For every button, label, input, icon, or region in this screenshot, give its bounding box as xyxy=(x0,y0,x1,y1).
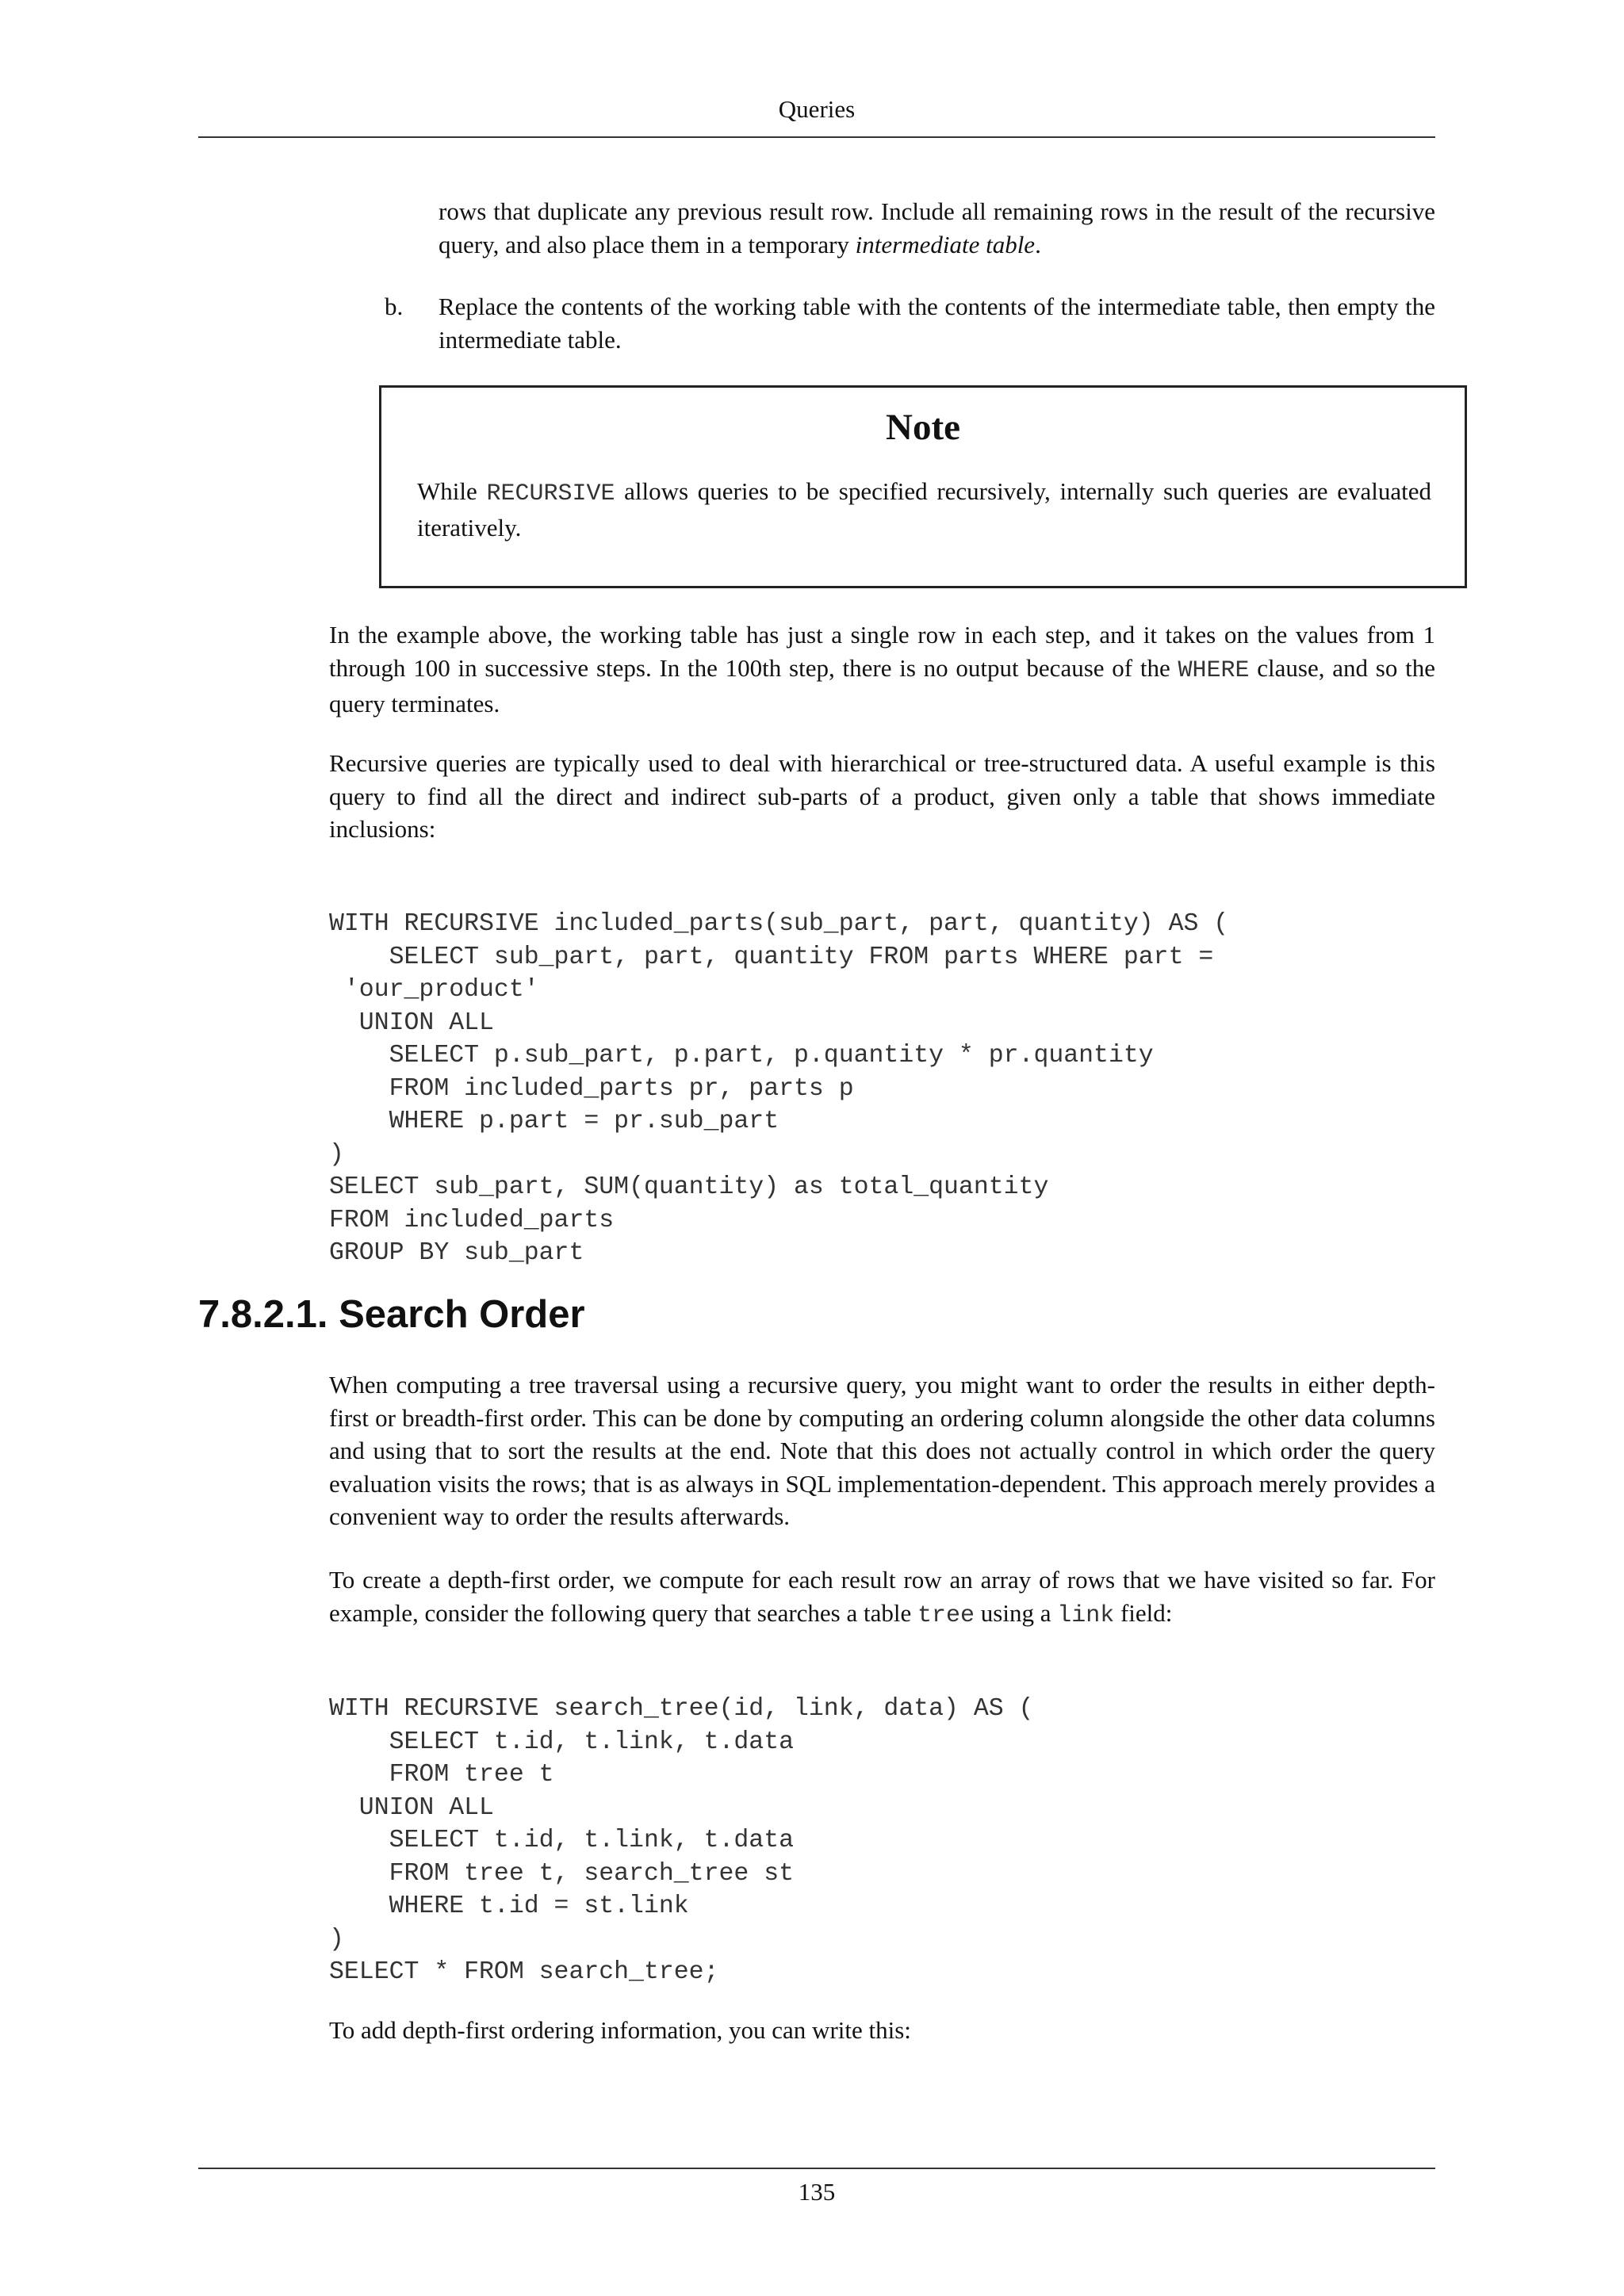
p4-text-after: field: xyxy=(1114,1598,1173,1627)
note-code-recursive: RECURSIVE xyxy=(486,480,615,507)
note-text-after: allows queries to be specified recursively, internally such queries are evaluated iteratively. xyxy=(417,477,1431,541)
p1-text-before: In the example above, the working table has just a single row in each step, and it takes on the values from 1 through 100 in successive steps. In the 100th step, there is no output because of the xyxy=(329,621,1435,682)
page-number: 135 xyxy=(798,2178,836,2206)
p4-code-link: link xyxy=(1057,1601,1115,1629)
p1-code-where: WHERE xyxy=(1178,656,1250,684)
note-body xyxy=(417,475,1431,544)
paragraph-tree-traversal: When computing a tree traversal using a recursive query, you might want to order the results in either depth-first or breadth-first order. This can be done by computing an ordering column alongside the other data columns and using that to sort the results at the end. Note that this does not actually control in which order the query evaluation visits the rows; that is as always in SQL implementation-dependent. This approach merely provides a convenient way to order the results afterwards. xyxy=(329,1371,1435,1530)
p4-text-middle: using a xyxy=(975,1598,1058,1627)
step-a-text: rows that duplicate any previous result row. Include all remaining rows in the result of the recursive query, and also place them in a temporary xyxy=(439,197,1435,258)
step-a-end: . xyxy=(1035,230,1041,258)
note-title: Note xyxy=(886,407,960,448)
p4-code-tree: tree xyxy=(917,1601,975,1629)
running-header: Queries xyxy=(778,95,856,123)
paragraph-add-ordering: To add depth-first ordering information, you can write this: xyxy=(329,2016,911,2044)
code-block-included-parts: WITH RECURSIVE included_parts(sub_part, part, quantity) AS ( SELECT sub_part, part, quantity FROM parts WHERE part = 'our_product' UNION ALL SELECT p.sub_part, p.part, p.quantity * pr.quantity FROM included_parts pr, parts p WHERE p.part = pr.sub_part ) SELECT sub_part, SUM(quantity) as total_quantity FROM included_parts GROUP BY sub_part xyxy=(329,910,1229,1267)
code-block-search-tree: WITH RECURSIVE search_tree(id, link, data) AS ( SELECT t.id, t.link, t.data FROM tree t UNION ALL SELECT t.id, t.link, t.data FROM tree t, search_tree st WHERE t.id = st.link ) SELECT * FROM search_tree; xyxy=(329,1695,1034,1986)
note-text-before: While xyxy=(417,477,487,505)
section-heading: 7.8.2.1. Search Order xyxy=(198,1293,585,1336)
p4-text-before: To create a depth-first order, we compute for each result row an array of rows that we have visited so far. For example, consider the following query that searches a table xyxy=(329,1566,1435,1627)
paragraph-depth-first xyxy=(329,1563,1435,1632)
header-rule xyxy=(198,136,1435,138)
footer-rule xyxy=(198,2168,1435,2169)
step-a-emphasis: intermediate table xyxy=(855,230,1036,258)
paragraph-working-table xyxy=(329,618,1435,721)
note-box xyxy=(379,385,1467,588)
paragraph-recursive-usage: Recursive queries are typically used to deal with hierarchical or tree-structured data. A useful example is this query to find all the direct and indirect sub-parts of a product, given only a table that shows immediate inclusions: xyxy=(329,749,1435,843)
step-b-text: Replace the contents of the working table with the contents of the intermediate table, then empty the intermediate table. xyxy=(439,293,1435,354)
step-a-continuation xyxy=(439,195,1435,261)
p1-text-after: clause, and so the query terminates. xyxy=(329,653,1435,718)
step-b-marker: b. xyxy=(385,293,404,320)
